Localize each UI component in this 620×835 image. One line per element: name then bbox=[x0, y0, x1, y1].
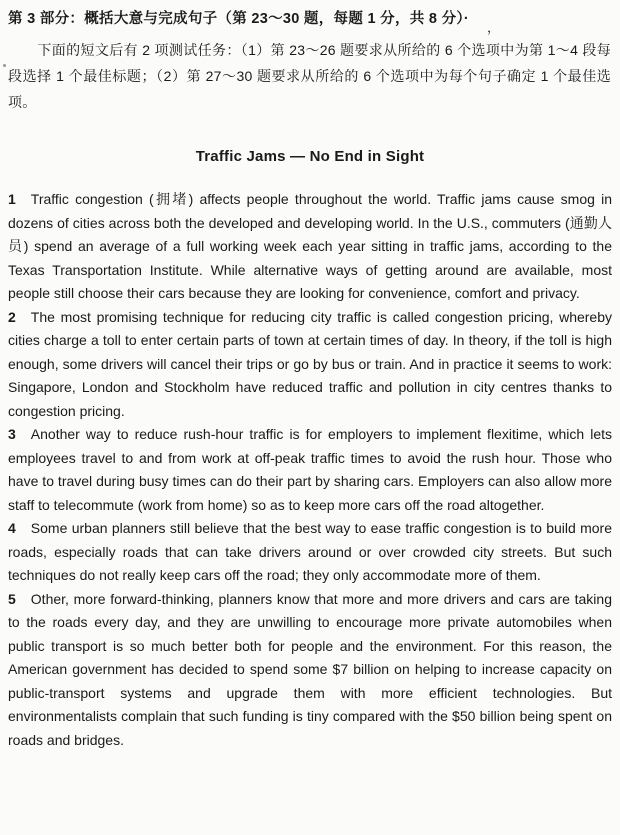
paragraph-text: Other, more forward-thinking, planners know that more and more drivers and cars are taking to the roads every day, and they are unwilling to encourage more private automobiles when public transport is so much better both for people and the environment. For this reason, the American government has decided to spend some $7 billion on helping to increase capacity on public-transport systems and upgrade them with more efficient technologies. But environmentalists complain that such funding is tiny compared with the $50 billion being spent on roads and bridges. bbox=[8, 590, 612, 748]
exam-part-header: 第 3 部分：概括大意与完成句子（第 23～30 题，每题 1 分，共 8 分）· bbox=[8, 11, 470, 27]
paragraph-number: 1 bbox=[8, 191, 16, 207]
paragraph-number: 4 bbox=[8, 520, 16, 536]
passage-paragraph-1 bbox=[8, 188, 612, 306]
passage-paragraph-2 bbox=[8, 306, 612, 424]
exam-instructions: 下面的短文后有 2 项测试任务：（1）第 23～26 题要求从所给的 6 个选项中为第 1～4 段每段选择 1 个最佳标题；（2）第 27～30 题要求从所给的 6 个选项中为每个句子确定 1 个最佳选项。 bbox=[8, 42, 611, 110]
passage-title: Traffic Jams — No End in Sight bbox=[195, 148, 425, 165]
paragraph-text: Another way to reduce rush-hour traffic is for employers to implement flexitime, which lets employees travel to and from work at off-peak traffic times to avoid the rush hour. Those who have to travel during busy times can do their part by sharing cars. Employers can also allow more staff to telecommute (work from home) so as to keep more cars off the road altogether. bbox=[8, 426, 612, 513]
scan-artifact-dot bbox=[3, 64, 6, 67]
scan-artifact-mark: ， bbox=[487, 20, 501, 35]
passage-body bbox=[0, 188, 620, 752]
paragraph-number: 2 bbox=[8, 308, 16, 325]
passage-paragraph-4 bbox=[8, 517, 612, 588]
paragraph-text: Some urban planners still believe that the best way to ease traffic congestion is to build more roads, especially roads that can take drivers around or over crowded city streets. But such techniques do not really keep cars off the road; they only accommodate more of them. bbox=[8, 520, 612, 583]
passage-paragraph-5 bbox=[8, 588, 612, 753]
paragraph-text: The most promising technique for reducing city traffic is called congestion pricing, whereby cities charge a toll to enter certain parts of town at certain times of day. In theory, if the toll is high enough, some drivers will cancel their trips or go by bus or train. And in practice it seems to work: Singapore, London and Stockholm have reduced traffic and pollution in city centres thanks to congestion pricing. bbox=[8, 308, 612, 419]
paragraph-text: Traffic congestion (拥堵) affects people throughout the world. Traffic jams cause smog in dozens of cities across both the developed and developing world. In the U.S., commuters (通勤人员) spend an average of a full working week each year sitting in traffic jams, according to the Texas Transportation Institute. While alternative ways of getting around are available, most people still choose their cars because they are looking for convenience, comfort and privacy. bbox=[8, 191, 612, 301]
paragraph-number: 5 bbox=[8, 590, 16, 607]
passage-paragraph-3 bbox=[8, 423, 612, 517]
paragraph-number: 3 bbox=[8, 426, 16, 442]
